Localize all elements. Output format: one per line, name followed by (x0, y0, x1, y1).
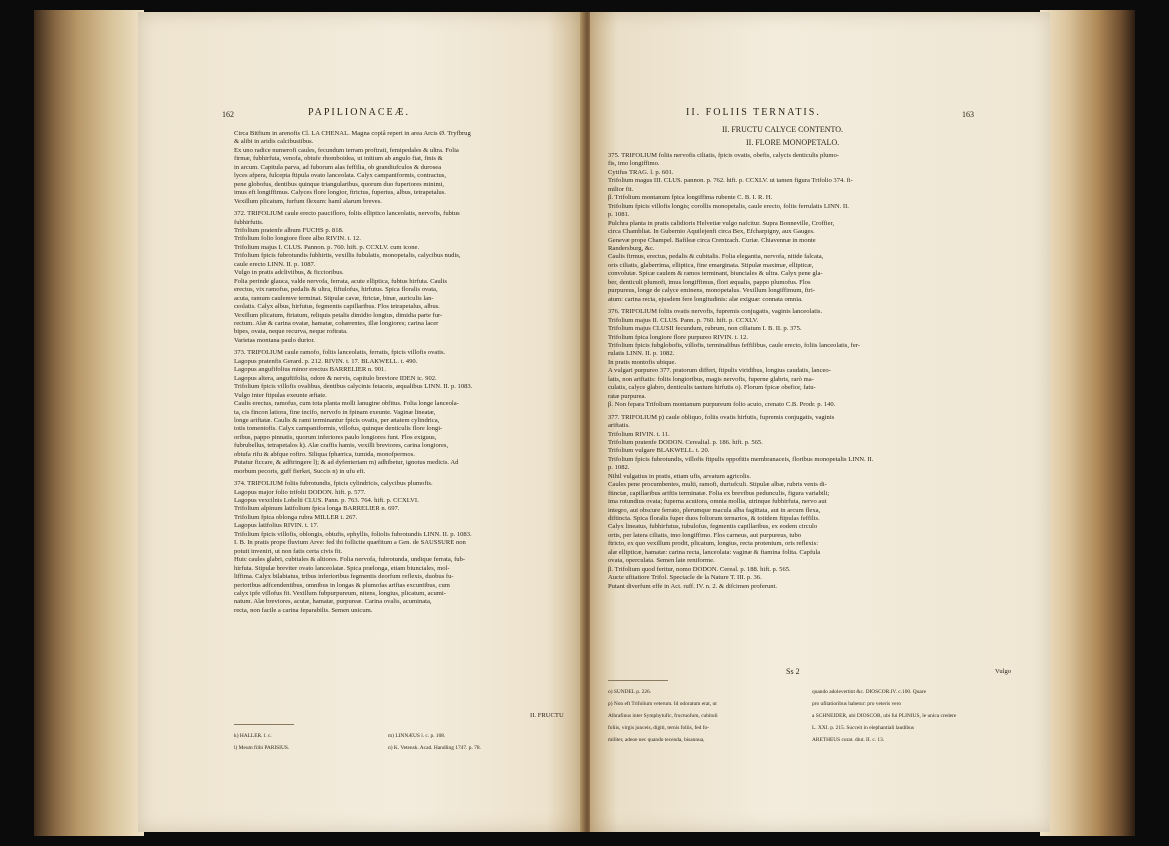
left-text-line: Trifolium fpica oblonga rubra MILLER t. 267. (234, 513, 358, 521)
right-footnote-rule (608, 680, 668, 681)
left-text-line: imus eft longiffimus. Calyces flore longior, ftrictus, fuperius, albus, tetrapetalus. (234, 189, 446, 197)
right-subheader-1: II. FRUCTU CALYCE CONTENTO. (722, 125, 844, 134)
right-text-line: oris ciliatis, glaberrima, elliptica, fine emarginata. Stipulæ maximæ, ellipticæ, (608, 261, 814, 269)
right-text-line: 377. TRIFOLIUM p) caule obliquo, foliis ovatis hirfutis, fupremis conjugatis, vaginis (608, 413, 835, 421)
left-page-number: 162 (222, 110, 234, 119)
right-page (590, 12, 1050, 832)
left-footnotes-col1 (234, 728, 289, 757)
right-text-line: β. Trifolium quod feritur, nomo DODON. Cereal. p. 188. hift. p. 565. (608, 565, 791, 573)
left-text-line: & alibi in aridis calcibusiibus. (234, 138, 314, 146)
right-text-line: Trifolium fpicis fubrotundis, villofis ftipulis oppofitis membranaceis, floribus monopetalis LINN. II. (608, 455, 874, 463)
left-footnotes-col2 (388, 728, 481, 757)
left-text-line: Folia perinde glauca, valde nervofa, ferrata, acute elliptica, fubtus hirfuta. Caulis (234, 277, 447, 285)
right-text-line: Putant diverfum effe in Act. ruff. IV. n. 2. & difcimen proferunt. (608, 582, 778, 590)
left-text-line: Lagopus vexcilnis Lobelii CLUS. Pann. p. 763. 764. hift. p. CCXLVI. (234, 497, 419, 505)
right-text-line: rulatis LINN. II. p. 1082. (608, 350, 675, 358)
right-text-line: culatis, calyce glabro, denticulis tantum hirfutis o). Florum fpicæ obefior, fatu- (608, 384, 816, 392)
right-text-line: A vulgari purpureo 377. pratorum differt, ftipulis viridibus, longius caudatis, lanceo- (608, 367, 831, 375)
right-text-line: Trifolium magus III. CLUS. pannon. p. 762. hift. p. CCXLV. ut tamen figura Trifolio 374. fi- (608, 177, 853, 185)
left-text-line: obtufa rifu & abfque roftro. Siliqua fphærica, tumida, monofpermos. (234, 450, 415, 458)
left-text-line: Ex uno radice numerofi caules, fecundum terram proftrati, femipedales & ultra. Folia (234, 146, 459, 154)
right-subheader-2: II. FLORE MONOPETALO. (746, 138, 840, 147)
left-text-line: I. B. In pratis prope fluvium Arve: fed ibi follicite quæfitum a Gen. de SAUSSURE non (234, 539, 466, 547)
right-text-line: convolutæ. Spicæ caulem & ramos terminant, biunciales & ultra. Calyx pene gla- (608, 270, 823, 278)
right-text-line: Aucte ufitatiore Trifol. Spectacle de la Nature T. III. p. 36. (608, 574, 762, 582)
left-text-line: recta, non facile a carina feparabilis. Semen unicum. (234, 606, 373, 614)
right-page-header: II. FOLIIS TERNATIS. (686, 107, 821, 118)
right-text-line: Calyx lineatus, fubhirfutus, tubulofus, fegmentis capillaribus, ex eodem circulo (608, 523, 818, 531)
footnote-line: quando adolevertint &c. DIOSCOR.IV. c.100. Quare (812, 689, 926, 696)
right-text-line: Trifolium RIVIN. t. 11. (608, 430, 670, 438)
footnote-line: militer, adeoe nec quando tecenda, bisannua, (608, 737, 705, 744)
right-text-line: ftinctæ, capillaribus ariftis terminatæ. Folia ex brevibus pedunculis, figura variabili; (608, 489, 830, 497)
left-text-line: erectus, vix ramofus, pedalis & ultra, fiftulofus, hirfutus. Spica floralis ovata, (234, 286, 438, 294)
right-text-line: Trifolium pratenfe DODON. Cerealial. p. 186. hift. p. 565. (608, 438, 763, 446)
left-text-line: perioribus adfcendentibus, omnibus in longas & plumofas ariftas excuntibus, cum (234, 581, 450, 589)
footnote-line: a SCHNEIDER, ubi DIOSCOR, ubi fui PLINIUS, le unica credere (812, 713, 957, 720)
left-page-body (234, 130, 472, 615)
right-text-line: integro, aut obscure ferrato, plerumque macula alba fagittata, aut in arcum flexa, (608, 506, 821, 514)
right-text-line: ortis, per latera ciliatis, imo longiffimo. Flos carneus, aut purpureus, tubo (608, 531, 802, 539)
left-text-line: 373. TRIFOLIUM caule ramofo, foliis lanceolatis, ferratis, fpicis villofis ovatis. (234, 349, 446, 357)
right-text-line: diftincta. Spica floralis fuper duos foliorum ternarios, & totidem ftipulas feffilis. (608, 515, 820, 523)
left-text-line: calyx ipfe villofus fit. Vexillum fubpurpureum, nitens, longius, plicatum, acumi- (234, 590, 446, 598)
footnote-line: foliis, virgis junceis, digiti, ternis foliis, fed fo- (608, 725, 709, 732)
book-edge-right (1040, 10, 1135, 836)
left-text-line: Trifolium alpinum latifolium fpica longa BARRELIER n. 697. (234, 505, 400, 513)
left-text-line: 372. TRIFOLIUM caule erecto paucifloro, foliis elliptico lanceolatis, nervofis, fubtus (234, 210, 460, 218)
left-text-line: in arcum. Capitula parva, ad fuborum alas feffilia, ob grandiufculos & durosea (234, 163, 442, 171)
right-text-line: fis, imo longiffimo. (608, 160, 660, 168)
right-text-line: Trifolium fpicis fubglobofis, villofis, terminalibus feffilibus, caule erecto, foliis lanceolatis, fer- (608, 341, 861, 349)
right-text-line: Nihil vulgatius in pratis, etiam ufis, arvatum agricolis. (608, 472, 751, 480)
right-text-line: Caules pene procumbentes, multi, ramofi, duriufculi. Stipulæ albæ, rubris venis di- (608, 481, 827, 489)
footnote-line: p) Non eft Trifolium veterum. Id odoratum erat, ut (608, 701, 717, 708)
footnote-line: L. XXI. p. 215. Succeit in elephantiali laudibus (812, 725, 914, 732)
left-text-line: Varietas montana paulo durior. (234, 336, 315, 344)
right-text-line: Trifolium vulgare BLAKWELL. t. 20. (608, 447, 710, 455)
right-footnotes-col2 (812, 684, 956, 749)
left-footnote-rule (234, 724, 294, 725)
right-page-body (608, 152, 873, 591)
left-text-line: firmæ, fubhirfuta, venofa, obtufe rhomboidea, ut initium ab angulo fiat, finis & (234, 155, 443, 163)
left-text-line: pene globofus, dentibus quinque triangularibus, quorum duo fuperiores minimi, (234, 180, 445, 188)
left-catchword: II. FRUCTU (530, 712, 564, 719)
right-signature: Ss 2 (786, 667, 800, 676)
left-text-line: morbum pecoris, guff fierket, Succis n) in ufu eft. (234, 467, 366, 475)
right-page-number: 163 (962, 110, 974, 119)
left-text-line: lyces afpera, fulcepta ftipula ovato lanceolata. Calyx campaniformis, contractus, (234, 172, 447, 180)
left-text-line: Lagopus altera, anguftifolia, odore & nervis, capitulo breviore IDEN ic. 902. (234, 374, 437, 382)
left-text-line: caule erecto LINN. II. p. 1087. (234, 260, 316, 268)
left-text-line: Putatur ficcare, & adftringere l); & ad dyfenteriam m) adhibetur, ignotus medicis. Ad (234, 459, 459, 467)
right-text-line: β. Non fepara Trifolium montanum purpureum folio acuto, crenato C.B. Prodr. p. 140. (608, 401, 836, 409)
left-text-line: totis tomentofis. Calyx campaniformis, villofus, quinque denticulis flore longi- (234, 425, 443, 433)
left-text-line: Lagopus angufifolius minor erectus BARRELIER n. 901. (234, 366, 387, 374)
footnote-line: o) SUNDEL p. 226. (608, 689, 652, 696)
left-text-line: ceolatis. Calyx albus, hirfutus, fegmentis capillaribus. Flos tetrapetalus, albus. (234, 303, 440, 311)
right-text-line: atum: carina recta, ejusdem fere longitudinis: alæ exiguæ: connata omnia. (608, 295, 803, 303)
right-text-line: Trifolium fpica longiore flore purpureo RIVIN. t. 12. (608, 333, 749, 341)
left-text-line: natum. Alæ breviores, acutæ, hamatæ, purpureæ. Carina ovalis, acuminata, (234, 598, 432, 606)
left-text-line: Vulgo inter ftipulas exeunte æftate. (234, 391, 327, 399)
right-text-line: milior fit. (608, 185, 634, 193)
right-text-line: ratæ purpurea. (608, 392, 647, 400)
left-text-line: ta, cis fincon latiora, fine incifo, nervofo in fpinam exeunte. Vaginæ lineatæ, (234, 408, 436, 416)
right-text-line: In pratis montofis ubique. (608, 358, 677, 366)
left-text-line: Vulgo in pratis adcliviibus, & ficcioribus. (234, 269, 344, 277)
left-text-line: Circa Bitfium in arenofis Cl. LA CHENAL. Magna copiâ reperi in area Arcis Ø. Tryfbrug (234, 130, 471, 137)
left-text-line: rectum. Alæ & carina ovatæ, hamatæ, cohærentes, illæ longiores; carina lacer (234, 319, 439, 327)
left-text-line: Trifolium fpicis villofis, oblongis, obtufis, ephyllis, foliolis fubrotundis LINN. II. p. 1083. (234, 530, 472, 538)
footnote-line: n) K. Vetensk. Acad. Handling 1747. p. 78. (388, 745, 481, 752)
right-text-line: ima rotundius ovata; fuperna acutiora, omnia mollia, utrinque fubhirfuta, nervo aut (608, 498, 827, 506)
footnote-line: m) LINNÆUS l. c. p. 108. (388, 733, 446, 740)
left-text-line: longe ariftatæ. Caulis & rami terminantur fpicis ovatis, per ætatem cylindrica, (234, 416, 440, 424)
left-page (138, 12, 583, 832)
right-text-line: ariftatis. (608, 422, 630, 430)
left-text-line: fubrubellus, tetrapetalos k). Alæ craffis hamis, vexilli breviores, carina longiores, (234, 442, 449, 450)
book-edge-left (34, 10, 144, 836)
left-text-line: Lagopus latifolius RIVIN. t. 17. (234, 522, 319, 530)
footnote-line: ARETHEUS curat. diut. II. c. 13. (812, 737, 885, 744)
right-text-line: Genevæ prope Champel. Bafileæ circa Crentzach. Curiæ. Chiavennæ in monte (608, 236, 816, 244)
right-text-line: β. Trifolium montanum fpica longiffima rubente C. B. I. R. H. (608, 194, 773, 202)
right-text-line: Pulchra planta in pratis calidioris Helvetiæ vulgo nafcitur. Supra Bonneville, Croffier, (608, 219, 835, 227)
left-text-line: Huic caules glabri, cubitales & altiores. Folia nervofa, fubrotunda, undique ferrata, fub- (234, 556, 466, 564)
left-text-line: 374. TRIFOLIUM foliis fubrotundis, fpicis cylindricis, calycibus plumofis. (234, 480, 433, 488)
footnote-line: pro ufitatioribus habetur: pro veteris vero (812, 701, 902, 708)
left-text-line: Trifolium majus I. CLUS. Pannon. p. 760. hift. p. CCXLV. cum icone. (234, 243, 420, 251)
right-text-line: alæ ellipticæ, hamatæ: carina recta, lanceolata: vaginæ & ftamina folita. Capfula (608, 548, 821, 556)
footnote-line: k) HALLER. l. c. (234, 733, 272, 740)
left-text-line: Trifolium pratenfe album FUCHS p. 818. (234, 226, 344, 234)
right-text-line: 375. TRIFOLIUM foliis nervofis ciliatis, fpicis ovatis, obefis, calycis denticulis plumo- (608, 152, 839, 159)
right-text-line: Randersburg, &c. (608, 244, 655, 252)
right-text-line: 376. TRIFOLIUM foliis ovatis nervofis, fupremis conjugatis, vaginis lanceolatis. (608, 308, 823, 316)
left-text-line: Vexillum plicatum, ftriatum, reliquis petalis dimidio longius, dimidia parte fur- (234, 311, 443, 319)
right-footnotes-col1 (608, 684, 718, 749)
right-text-line: circa Chambliat. In Gubernio Aquilejenfi circa Bex, Efcharpigny, aux Gauges. (608, 228, 815, 236)
left-text-line: Trifolium folio longiore flore albo RIVIN. t. 12. (234, 235, 361, 243)
right-text-line: ber, denticuli plumofi, imus longiffimus, flori æqualis, pappo plumofus. Flos (608, 278, 811, 286)
right-catchword: Vulgo (995, 668, 1012, 675)
left-text-line: acuta, ramum caulemve terminat. Stipulæ cavæ, ftrictæ, binæ, auriculis lan- (234, 294, 434, 302)
left-text-line: Lagopus pratenfis Gerard. p. 212. RIVIN. t. 17. BLAKWELL. t. 490. (234, 357, 418, 365)
left-page-header: PAPILIONACEÆ. (308, 107, 411, 118)
right-text-line: Trifolium fpicis villofis longis; corollis monopetalis, caule erecto, foliis ferrulatis LINN. II. (608, 202, 849, 210)
right-text-line: Caulis firmus, erectus, pedalis & cubitalis. Folia elegantia, nervofa, nitide falcata, (608, 253, 824, 261)
left-text-line: Trifolium fpicis fubrotundis fubhirtis, vexillis fubulatis, monopetalis, calycibus nudis, (234, 252, 461, 260)
right-text-line: ftricto, ex quo vexillum prodit, plicatum, longius, recta protentum, oris reflexis: (608, 540, 819, 548)
left-text-line: oribus, pappo pinnatis, quorum inferiores paulo longiores funt. Flos exiguus, (234, 433, 437, 441)
left-text-line: Trifolium fpicis villofis ovalibus, dentibus calycinis fetaceis, æqualibus LINN. II. p. 1083. (234, 383, 473, 391)
left-text-line: fubhirfutis. (234, 218, 264, 226)
left-text-line: Caulis erectus, ramofus, cum tota planta molli lanugine obfitus. Folia longe lanceola- (234, 400, 459, 408)
left-text-line: Lagopus major folio trifolii DODON. hift. p. 577. (234, 488, 366, 496)
right-text-line: purpureus, longe de calyce eminens, monopetalus. Vexillum longiffimum, ftri- (608, 287, 816, 295)
footnote-line: Alhrafinus inter Symphytufic, fructuofum, cubituli (608, 713, 718, 720)
right-text-line: Cytifus TRAG. l. p. 601. (608, 168, 674, 176)
right-text-line: Trifolium majus II. CLUS. Pann. p. 760. hift. p. CCXLV. (608, 316, 759, 324)
left-text-line: hirfuta. Stipulæ breviter ovato lanceolatæ. Spica prælonga, etiam biunciales, mol- (234, 564, 450, 572)
footnote-line: l) Meum fiibi PARISIUS. (234, 745, 290, 752)
left-text-line: bipes, ovata, neque recurva, neque roftrata. (234, 328, 348, 336)
right-text-line: p. 1081. (608, 211, 630, 219)
right-text-line: latis, non ariftatis: foliis longioribus, magis nervofis, fuperne glabris, rarò ma- (608, 375, 814, 383)
left-text-line: liffima. Calyx bilabiatus, tribus inferioribus fegmentis deorfum reflexis, duobus fu- (234, 573, 454, 581)
right-text-line: ovata, operculata. Semen late reniforme. (608, 557, 715, 565)
right-text-line: p. 1082. (608, 464, 630, 472)
right-text-line: Trifolium majus CLUSII fecundum, rubrum, non ciliatum I. B. II. p. 375. (608, 325, 802, 333)
left-text-line: Vexillum plicatum, furfum flexum: hamî alarum breves. (234, 197, 382, 205)
left-text-line: potuit inveniri, ut non fatis certa civis fit. (234, 547, 343, 555)
